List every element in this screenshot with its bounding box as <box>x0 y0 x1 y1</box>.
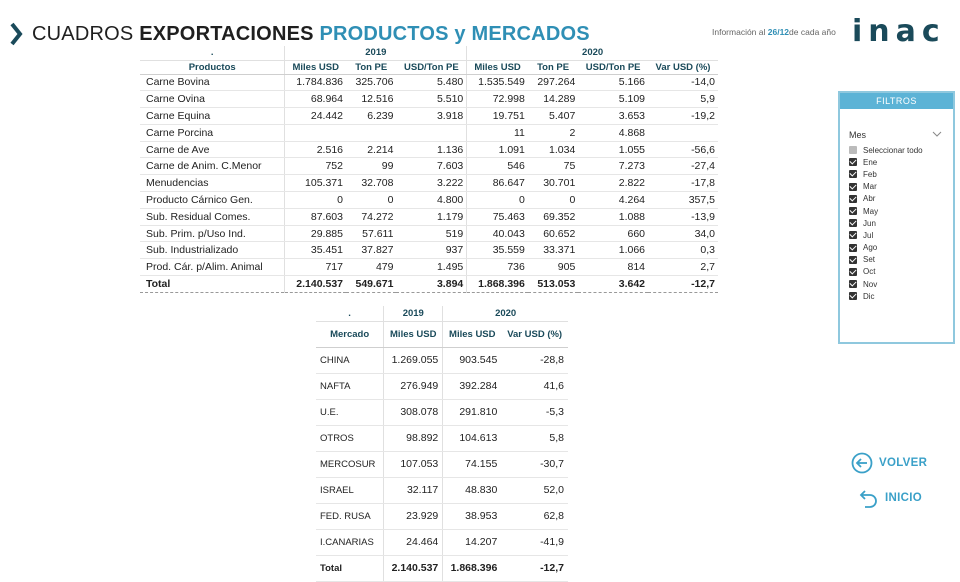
month-item[interactable] <box>849 229 923 241</box>
market-name: I.CANARIAS <box>316 529 384 555</box>
title-part-2: EXPORTACIONES <box>139 22 314 45</box>
table-cell: 2.822 <box>578 175 648 192</box>
page-header <box>10 20 590 48</box>
col-header[interactable]: USD/Ton PE <box>578 60 648 74</box>
table-row <box>316 477 568 503</box>
table-cell: 1.179 <box>396 208 466 225</box>
market-name: CHINA <box>316 347 384 373</box>
checkbox-checked-icon[interactable] <box>849 256 857 264</box>
table-cell: 519 <box>396 225 466 242</box>
table-cell: 37.827 <box>346 242 396 259</box>
col-header[interactable]: Miles USD <box>467 60 528 74</box>
table-row <box>316 399 568 425</box>
col-header[interactable]: Miles USD <box>443 321 502 347</box>
checkbox-checked-icon[interactable] <box>849 231 857 239</box>
back-label: VOLVER <box>879 457 928 469</box>
table-cell: 3.222 <box>396 175 466 192</box>
table-cell: 48.830 <box>443 477 502 503</box>
table-row <box>140 242 718 259</box>
product-name: Carne Equina <box>140 108 285 125</box>
month-item[interactable] <box>849 290 923 302</box>
table-row <box>140 225 718 242</box>
table-cell: 33.371 <box>528 242 578 259</box>
table-cell: 0,3 <box>648 242 718 259</box>
back-button[interactable] <box>851 452 927 474</box>
month-label: Jul <box>863 230 874 240</box>
checkbox-checked-icon[interactable] <box>849 183 857 191</box>
table-cell: 99 <box>346 158 396 175</box>
table-cell: 937 <box>396 242 466 259</box>
table-cell: 14.207 <box>443 529 502 555</box>
products-dot: . <box>140 46 285 60</box>
total-label: Total <box>140 276 285 293</box>
table-cell: 392.284 <box>443 373 502 399</box>
table-cell: -13,9 <box>648 208 718 225</box>
return-arrow-icon <box>859 487 879 509</box>
table-cell: 905 <box>528 259 578 276</box>
table-cell: 903.545 <box>443 347 502 373</box>
table-cell: 74.272 <box>346 208 396 225</box>
table-cell: 1.495 <box>396 259 466 276</box>
month-label: Nov <box>863 279 878 289</box>
month-label: Ene <box>863 157 878 167</box>
table-row <box>316 529 568 555</box>
table-cell: 57.611 <box>346 225 396 242</box>
table-cell: 1.535.549 <box>467 74 528 91</box>
table-cell: -28,8 <box>501 347 568 373</box>
col-header[interactable]: USD/Ton PE <box>396 60 466 74</box>
table-cell: 1.136 <box>396 141 466 158</box>
month-label: Oct <box>863 267 876 277</box>
product-name: Carne de Ave <box>140 141 285 158</box>
total-cell: -12,7 <box>648 276 718 293</box>
checkbox-checked-icon[interactable] <box>849 292 857 300</box>
table-cell: 3.918 <box>396 108 466 125</box>
table-cell: 308.078 <box>384 399 443 425</box>
table-cell: 1.088 <box>578 208 648 225</box>
col-header[interactable]: Ton PE <box>346 60 396 74</box>
product-name: Sub. Residual Comes. <box>140 208 285 225</box>
table-cell: 2.214 <box>346 141 396 158</box>
table-cell: 546 <box>467 158 528 175</box>
table-cell <box>285 124 346 141</box>
table-cell: 4.868 <box>578 124 648 141</box>
table-cell: 1.034 <box>528 141 578 158</box>
table-cell: 34,0 <box>648 225 718 242</box>
total-cell: 513.053 <box>528 276 578 293</box>
table-cell: 24.442 <box>285 108 346 125</box>
total-row <box>316 555 568 581</box>
table-cell: 357,5 <box>648 192 718 209</box>
table-cell: 98.892 <box>384 425 443 451</box>
table-row <box>140 74 718 91</box>
table-cell: 41,6 <box>501 373 568 399</box>
table-cell: 6.239 <box>346 108 396 125</box>
col-header[interactable]: Var USD (%) <box>501 321 568 347</box>
table-cell: 660 <box>578 225 648 242</box>
month-label: Ago <box>863 243 878 253</box>
table-row <box>316 503 568 529</box>
filter-title: FILTROS <box>840 93 953 109</box>
table-cell: 736 <box>467 259 528 276</box>
table-cell: 2.516 <box>285 141 346 158</box>
table-cell: 7.273 <box>578 158 648 175</box>
product-name: Carne de Anim. C.Menor <box>140 158 285 175</box>
table-cell: 52,0 <box>501 477 568 503</box>
col-header[interactable]: Mercado <box>316 321 384 347</box>
page-title <box>32 23 590 46</box>
table-cell: 5.480 <box>396 74 466 91</box>
table-cell: 325.706 <box>346 74 396 91</box>
table-cell: 717 <box>285 259 346 276</box>
products-year-2020: 2020 <box>467 46 718 60</box>
table-row <box>140 108 718 125</box>
month-label: Dic <box>863 291 875 301</box>
table-row <box>140 208 718 225</box>
table-cell: -14,0 <box>648 74 718 91</box>
table-cell: 752 <box>285 158 346 175</box>
table-cell: -56,6 <box>648 141 718 158</box>
table-row <box>140 175 718 192</box>
table-cell: 38.953 <box>443 503 502 529</box>
month-item[interactable] <box>849 254 923 266</box>
market-name: NAFTA <box>316 373 384 399</box>
month-item[interactable] <box>849 168 923 180</box>
table-cell: 1.091 <box>467 141 528 158</box>
inac-logo: inac <box>852 14 946 49</box>
month-list <box>849 144 923 302</box>
home-label: INICIO <box>885 492 922 504</box>
month-item[interactable] <box>849 181 923 193</box>
table-row <box>140 141 718 158</box>
total-label: Total <box>316 555 384 581</box>
total-cell: -12,7 <box>501 555 568 581</box>
table-cell: 1.055 <box>578 141 648 158</box>
product-name: Sub. Prim. p/Uso Ind. <box>140 225 285 242</box>
back-arrow-icon <box>851 452 873 474</box>
table-cell: 5.166 <box>578 74 648 91</box>
checkbox-checked-icon[interactable] <box>849 207 857 215</box>
table-cell: 75.463 <box>467 208 528 225</box>
table-cell: 297.264 <box>528 74 578 91</box>
table-cell: 32.708 <box>346 175 396 192</box>
checkbox-checked-icon[interactable] <box>849 268 857 276</box>
table-cell: -5,3 <box>501 399 568 425</box>
table-cell: 7.603 <box>396 158 466 175</box>
table-cell: -41,9 <box>501 529 568 555</box>
month-slicer-label: Mes <box>849 130 867 140</box>
select-all-label: Seleccionar todo <box>863 145 923 155</box>
total-cell: 1.868.396 <box>467 276 528 293</box>
table-row <box>316 373 568 399</box>
col-header[interactable]: Var USD (%) <box>648 60 718 74</box>
table-cell: 72.998 <box>467 91 528 108</box>
col-header[interactable]: Ton PE <box>528 60 578 74</box>
table-cell <box>396 124 466 141</box>
info-suffix: de cada año <box>789 27 836 37</box>
table-cell: 74.155 <box>443 451 502 477</box>
checkbox-checked-icon[interactable] <box>849 170 857 178</box>
total-cell: 3.894 <box>396 276 466 293</box>
table-cell: 75 <box>528 158 578 175</box>
table-row <box>140 124 718 141</box>
table-cell: 19.751 <box>467 108 528 125</box>
table-cell: -19,2 <box>648 108 718 125</box>
markets-year-2019: 2019 <box>384 306 443 321</box>
table-cell: 32.117 <box>384 477 443 503</box>
table-cell: 86.647 <box>467 175 528 192</box>
month-label: Mar <box>863 182 877 192</box>
table-row <box>316 347 568 373</box>
table-cell: 1.269.055 <box>384 347 443 373</box>
month-item[interactable] <box>849 156 923 168</box>
markets-year-2020: 2020 <box>443 306 568 321</box>
markets-dot: . <box>316 306 384 321</box>
table-cell: 14.289 <box>528 91 578 108</box>
table-cell: 105.371 <box>285 175 346 192</box>
table-cell: -17,8 <box>648 175 718 192</box>
product-name: Carne Porcina <box>140 124 285 141</box>
checkbox-checked-icon[interactable] <box>849 219 857 227</box>
table-cell: 87.603 <box>285 208 346 225</box>
table-cell: 0 <box>528 192 578 209</box>
table-cell: 35.451 <box>285 242 346 259</box>
table-cell: 23.929 <box>384 503 443 529</box>
products-year-2019: 2019 <box>285 46 467 60</box>
table-cell: 107.053 <box>384 451 443 477</box>
table-cell: 29.885 <box>285 225 346 242</box>
title-part-3: PRODUCTOS y MERCADOS <box>319 22 590 45</box>
table-cell: 60.652 <box>528 225 578 242</box>
month-label: Feb <box>863 169 877 179</box>
product-name: Sub. Industrializado <box>140 242 285 259</box>
filter-panel <box>838 91 955 344</box>
month-item[interactable] <box>849 205 923 217</box>
checkbox-checked-icon[interactable] <box>849 280 857 288</box>
products-table <box>140 46 718 293</box>
title-part-1: CUADROS <box>32 22 134 45</box>
table-cell: 0 <box>467 192 528 209</box>
table-cell: 11 <box>467 124 528 141</box>
table-cell <box>346 124 396 141</box>
table-cell: 104.613 <box>443 425 502 451</box>
markets-table <box>316 306 568 582</box>
table-cell: 62,8 <box>501 503 568 529</box>
table-cell: 1.066 <box>578 242 648 259</box>
info-date: 26/12 <box>767 27 790 37</box>
table-cell: 5.510 <box>396 91 466 108</box>
table-cell: -30,7 <box>501 451 568 477</box>
month-item[interactable] <box>849 266 923 278</box>
market-name: ISRAEL <box>316 477 384 503</box>
table-cell: 12.516 <box>346 91 396 108</box>
table-cell: 5,8 <box>501 425 568 451</box>
product-name: Producto Cárnico Gen. <box>140 192 285 209</box>
table-cell: 276.949 <box>384 373 443 399</box>
table-row <box>140 158 718 175</box>
table-row <box>316 425 568 451</box>
table-cell: 5,9 <box>648 91 718 108</box>
product-name: Prod. Cár. p/Alim. Animal <box>140 259 285 276</box>
table-row <box>140 91 718 108</box>
table-row <box>316 451 568 477</box>
home-button[interactable] <box>859 487 922 509</box>
market-name: U.E. <box>316 399 384 425</box>
select-all-item[interactable] <box>849 144 923 156</box>
table-cell: 5.407 <box>528 108 578 125</box>
market-name: OTROS <box>316 425 384 451</box>
total-cell: 549.671 <box>346 276 396 293</box>
col-header[interactable]: Miles USD <box>285 60 346 74</box>
month-label: Abr <box>863 194 876 204</box>
product-name: Menudencias <box>140 175 285 192</box>
checkbox-checked-icon[interactable] <box>849 244 857 252</box>
total-cell: 3.642 <box>578 276 648 293</box>
product-name: Carne Ovina <box>140 91 285 108</box>
total-cell: 1.868.396 <box>443 555 502 581</box>
info-text <box>712 27 836 37</box>
table-cell: 2,7 <box>648 259 718 276</box>
table-cell: 30.701 <box>528 175 578 192</box>
month-item[interactable] <box>849 217 923 229</box>
checkbox-partial-icon[interactable] <box>849 146 857 154</box>
month-item[interactable] <box>849 193 923 205</box>
table-cell: 24.464 <box>384 529 443 555</box>
info-prefix: Información al <box>712 27 766 37</box>
col-header[interactable]: Productos <box>140 60 285 74</box>
chevron-right-icon <box>10 22 22 46</box>
checkbox-checked-icon[interactable] <box>849 158 857 166</box>
checkbox-checked-icon[interactable] <box>849 195 857 203</box>
product-name: Carne Bovina <box>140 74 285 91</box>
table-cell: 814 <box>578 259 648 276</box>
month-item[interactable] <box>849 278 923 290</box>
market-name: FED. RUSA <box>316 503 384 529</box>
total-cell: 2.140.537 <box>384 555 443 581</box>
table-cell: 40.043 <box>467 225 528 242</box>
total-row <box>140 276 718 293</box>
table-cell: 4.800 <box>396 192 466 209</box>
table-row <box>140 259 718 276</box>
table-cell: 35.559 <box>467 242 528 259</box>
table-row <box>140 192 718 209</box>
market-name: MERCOSUR <box>316 451 384 477</box>
month-item[interactable] <box>849 242 923 254</box>
table-cell: 1.784.836 <box>285 74 346 91</box>
table-cell: 479 <box>346 259 396 276</box>
table-cell: -27,4 <box>648 158 718 175</box>
table-cell: 3.653 <box>578 108 648 125</box>
table-cell: 291.810 <box>443 399 502 425</box>
table-cell: 2 <box>528 124 578 141</box>
table-cell <box>648 124 718 141</box>
table-cell: 4.264 <box>578 192 648 209</box>
table-cell: 0 <box>285 192 346 209</box>
table-cell: 69.352 <box>528 208 578 225</box>
col-header[interactable]: Miles USD <box>384 321 443 347</box>
table-cell: 0 <box>346 192 396 209</box>
month-label: Set <box>863 255 876 265</box>
table-cell: 5.109 <box>578 91 648 108</box>
month-label: May <box>863 206 879 216</box>
total-cell: 2.140.537 <box>285 276 346 293</box>
chevron-down-icon[interactable] <box>932 129 942 139</box>
month-label: Jun <box>863 218 876 228</box>
table-cell: 68.964 <box>285 91 346 108</box>
